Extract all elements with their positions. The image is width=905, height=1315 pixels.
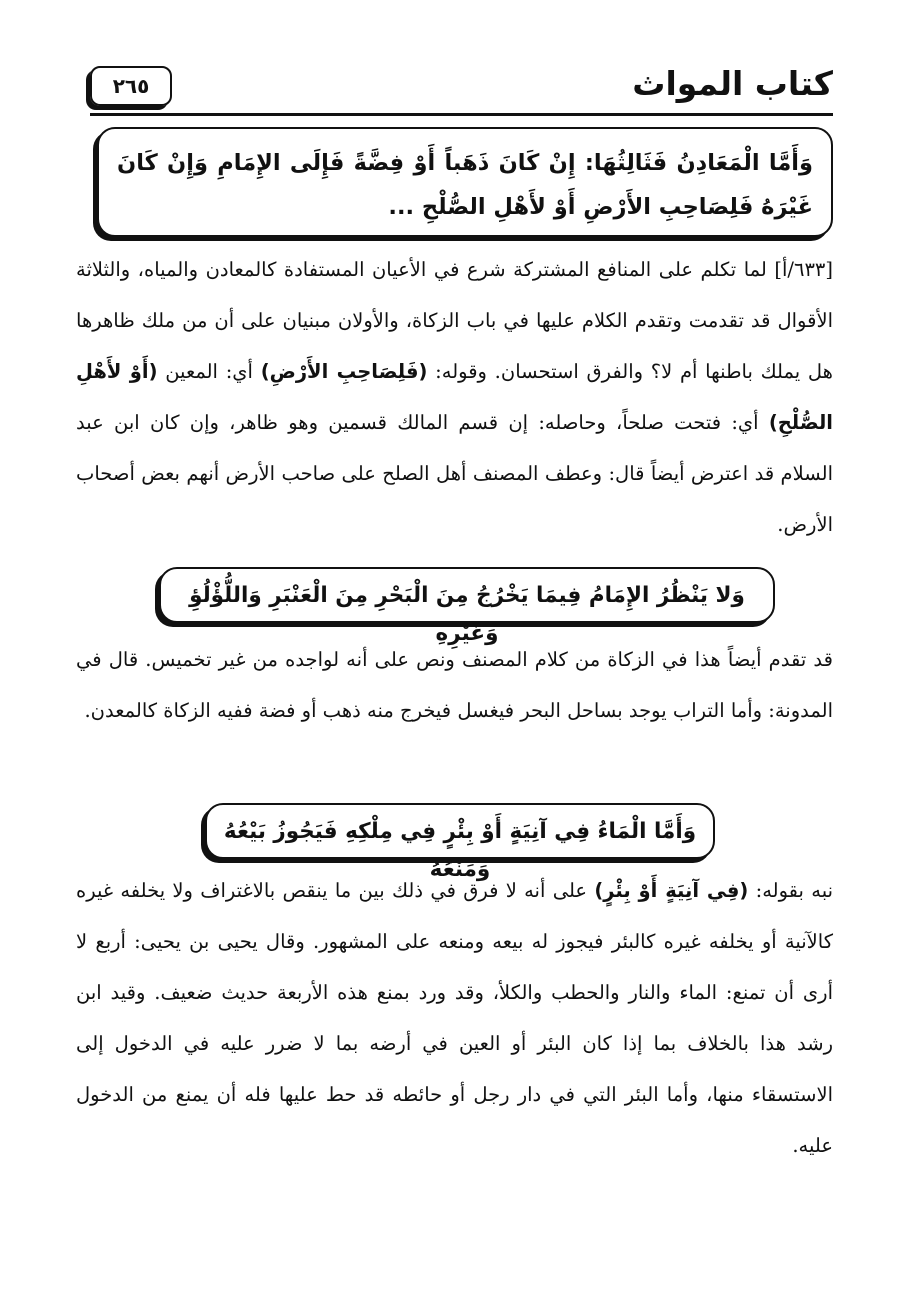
commentary-2 bbox=[76, 634, 833, 736]
commentary-1-text-c: أي: فتحت صلحاً، وحاصله: إن قسم المالك قسمين وهو ظاهر، وإن كان ابن عبد السلام قد اعترض أيضاً قال: وعطف المصنف أهل الصلح على صاحب الأرض أنهم بعض أصحاب الأرض. bbox=[76, 411, 833, 536]
commentary-3 bbox=[76, 865, 833, 1171]
matn-box-2: وَلا يَنْظُرُ الإِمَامُ فِيمَا يَخْرُجُ مِنَ الْبَحْرِ مِنَ الْعَنْبَرِ وَاللُّؤْلُؤِ وَغَيْرِهِ bbox=[159, 567, 775, 623]
commentary-2-paragraph: قد تقدم أيضاً هذا في الزكاة من كلام المصنف ونص على أنه لواجده من غير تخميس. قال في المدونة: وأما التراب يوجد بساحل البحر فيغسل فيخرج منه ذهب أو فضة ففيه الزكاة كالمعدن. bbox=[76, 648, 833, 722]
commentary-1 bbox=[76, 244, 833, 550]
folio-reference: [٦٣٣/أ] bbox=[774, 258, 833, 281]
page-header bbox=[90, 58, 833, 116]
matn-box-3: وَأَمَّا الْمَاءُ فِي آنِيَةٍ أَوْ بِئْرٍ فِي مِلْكِهِ فَيَجُوزُ بَيْعُهُ وَمَنْعُهُ bbox=[205, 803, 715, 859]
commentary-1-quote-a: (فَلِصَاحِبِ الأَرْضِ) bbox=[260, 360, 428, 383]
commentary-1-text-a: لما تكلم على المنافع المشتركة شرع في الأعيان المستفادة كالمعادن والمياه، والثلاثة الأقوال قد تقدمت وتقدم الكلام عليها في باب الزكاة، والأولان مبنيان على أن من ملك ظاهرها هل يملك باطنها أم لا؟ والفرق استحسان. وقوله: bbox=[76, 258, 833, 383]
matn-box-1: وَأَمَّا الْمَعَادِنُ فَثَالِثُهَا: إِنْ كَانَ ذَهَباً أَوْ فِضَّةً فَإِلَى الإِمَامِ وَإِنْ كَانَ غَيْرَهُ فَلِصَاحِبِ الأَرْضِ أَوْ لأَهْلِ الصُّلْحِ ... bbox=[97, 127, 833, 237]
commentary-3-text-a: نبه بقوله: bbox=[748, 879, 834, 902]
commentary-1-quote-b: (أَوْ لأَهْلِ الصُّلْحِ) bbox=[76, 360, 833, 434]
commentary-1-paragraph bbox=[76, 244, 833, 550]
book-title: كتاب المواث bbox=[632, 64, 833, 103]
commentary-1-text-b: أي: المعين bbox=[157, 360, 261, 383]
page-number: ٢٦٥ bbox=[90, 66, 172, 106]
commentary-3-text-b: على أنه لا فرق في ذلك بين ما ينقص بالاغتراف ولا يخلفه غيره كالآنية أو يخلفه غيره كالبئر فيجوز له بيعه ومنعه على المشهور. وقال يحيى بن يحيى: أربع لا أرى أن تمنع: الماء والنار والحطب والكلأ، وقد ورد بمنع هذه الأربعة حديث ضعيف. وقيد ابن رشد هذا بالخلاف بما إذا كان البئر أو العين في أرضه بما لا ضرر عليه في الدخول إلى الاستسقاء منها، وأما البئر التي في دار رجل أو حائطه قد حط عليها فله أن يمنع من الدخول عليه. bbox=[76, 879, 833, 1157]
header-divider bbox=[90, 113, 833, 116]
commentary-3-quote-a: (فِي آنِيَةٍ أَوْ بِئْرٍ) bbox=[594, 879, 749, 902]
commentary-3-paragraph bbox=[76, 865, 833, 1171]
